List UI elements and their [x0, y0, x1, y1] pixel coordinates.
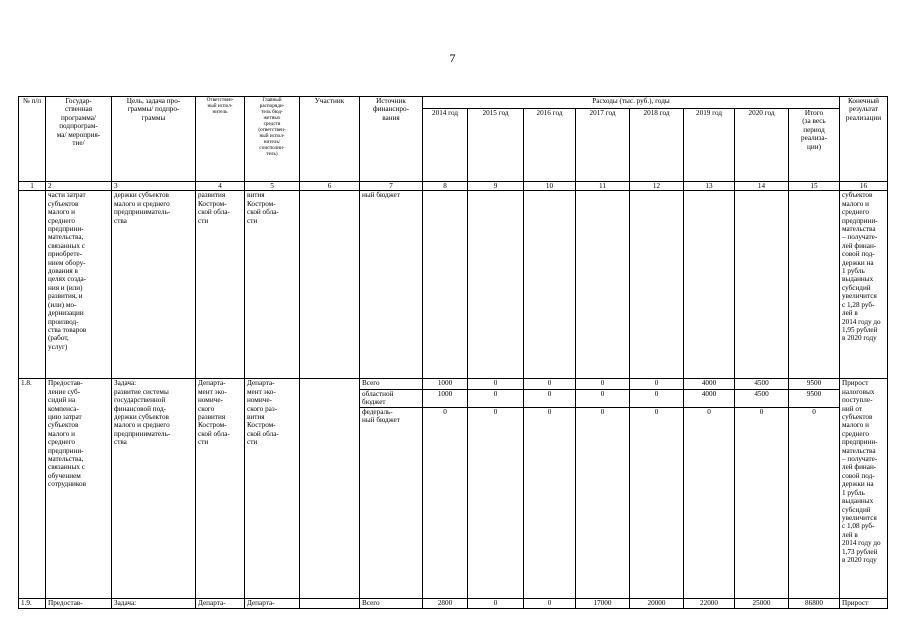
year-header: 2020 год — [735, 109, 789, 182]
value-cell — [630, 191, 684, 379]
column-number: 15 — [789, 182, 840, 191]
row-number: 1.8. — [19, 379, 46, 599]
result-cell: Прирост налоговых поступле- ний от субъектов малого и среднего предприни- мательства – получате- лей финан- совой под- держки на 1 рубль выданных субсидий увеличится с 1,08 руб- лей в 2014 году до 1,73 рублей в 2020 году — [840, 379, 888, 599]
value-cell: 0 — [468, 599, 524, 609]
value-cell — [524, 379, 576, 599]
col-goal-header: Цель, задача про- граммы/ подпро- граммы — [112, 97, 196, 182]
column-number: 1 — [19, 182, 46, 191]
value-total: 9500 — [789, 379, 839, 389]
manager-cell: Департа- — [245, 599, 300, 609]
table-row — [19, 599, 888, 609]
executor-cell: развития Костром- ской обла- сти — [196, 191, 245, 379]
year-header: 2018 год — [630, 109, 684, 182]
year-header: 2014 год — [423, 109, 468, 182]
value-federal: 0 — [759, 407, 764, 416]
value-cell: 20000 — [630, 599, 684, 609]
table-row — [19, 379, 888, 599]
column-number: 3 — [112, 182, 196, 191]
column-number: 12 — [630, 182, 684, 191]
column-number: 9 — [468, 182, 524, 191]
participant-cell — [300, 599, 360, 609]
value-federal: 0 — [547, 407, 552, 416]
value-total: 4500 — [735, 379, 788, 389]
col-result-header: Конечный результат реализации — [840, 97, 888, 182]
manager-cell: вития Костром- ской обла- сти — [245, 191, 300, 379]
year-header: 2019 год — [684, 109, 735, 182]
value-cell: 2800 — [423, 599, 468, 609]
value-cell — [423, 191, 468, 379]
col-participant-header: Участник — [300, 97, 360, 182]
value-federal: 0 — [707, 407, 711, 416]
value-federal: 0 — [493, 407, 498, 416]
source-cell — [360, 379, 423, 599]
participant-cell — [300, 191, 360, 379]
table-row — [19, 191, 888, 379]
col-source-header: Источник финансиро- вания — [360, 97, 423, 182]
value-cell — [423, 379, 468, 599]
col-no-header: № п/п — [19, 97, 46, 182]
value-total: 0 — [468, 379, 523, 389]
value-cell — [524, 191, 576, 379]
executor-cell: Департа- — [196, 599, 245, 609]
value-cell: 86800 — [789, 599, 840, 609]
value-regional: 4500 — [735, 390, 788, 408]
column-number: 2 — [46, 182, 112, 191]
value-regional: 4000 — [684, 390, 734, 408]
page-number: 7 — [449, 51, 456, 65]
source-federal: федераль- ный бюджет — [362, 407, 400, 425]
value-federal: 0 — [654, 407, 659, 416]
result-cell: Прирост — [840, 599, 888, 609]
goal-cell: держки субъектов малого и среднего предприниматель- ства — [112, 191, 196, 379]
value-cell — [684, 379, 735, 599]
value-total: 1000 — [423, 379, 467, 389]
value-total: 0 — [630, 379, 683, 389]
program-cell: Предостав- ление суб- сидий на компенса- цию затрат субъектов малого и среднего предприни- мательства, связанных с обучением сотрудников — [46, 379, 112, 599]
value-regional: 0 — [468, 390, 523, 408]
value-cell: 17000 — [576, 599, 630, 609]
program-cell: части затрат субъектов малого и среднего предприни- мательства, связанных с приобрете- нием обору- дования в целях созда- ния и (или) развития, и (или) мо- дернизации производ- ства товаров (работ, услуг) — [46, 191, 112, 379]
year-header: 2015 год — [468, 109, 524, 182]
value-cell — [630, 379, 684, 599]
budget-table — [18, 96, 888, 609]
manager-cell: Департа- мент эко- номиче- ского раз- вития Костром- ской обла- сти — [245, 379, 300, 599]
value-cell — [789, 379, 840, 599]
column-number: 7 — [360, 182, 423, 191]
value-cell: 25000 — [735, 599, 789, 609]
source-regional: областной бюджет — [360, 390, 422, 408]
column-number: 4 — [196, 182, 245, 191]
value-cell — [684, 191, 735, 379]
value-cell — [468, 191, 524, 379]
value-total: 0 — [576, 379, 629, 389]
value-cell — [735, 379, 789, 599]
goal-cell: Задача: развитие системы государственной финансовой под- держки субъектов малого и среднего предприниматель- ства — [112, 379, 196, 599]
value-cell — [789, 191, 840, 379]
year-header: 2017 год — [576, 109, 630, 182]
participant-cell — [300, 379, 360, 599]
value-cell — [735, 191, 789, 379]
value-total: 4000 — [684, 379, 734, 389]
value-cell: 22000 — [684, 599, 735, 609]
row-number — [19, 191, 46, 379]
value-regional: 9500 — [789, 390, 839, 408]
program-cell: Предостав- — [46, 599, 112, 609]
value-regional: 1000 — [423, 390, 467, 408]
col-total-header: Итого (за весь период реализа- ции) — [789, 109, 840, 182]
goal-cell: Задача: — [112, 599, 196, 609]
value-cell — [468, 379, 524, 599]
column-number: 14 — [735, 182, 789, 191]
value-regional: 0 — [524, 390, 575, 408]
value-federal: 0 — [443, 407, 447, 416]
source-total: Всего — [360, 379, 422, 389]
col-expenses-header: Расходы (тыс. руб.), годы — [423, 97, 840, 109]
column-number: 6 — [300, 182, 360, 191]
value-federal: 0 — [600, 407, 605, 416]
source-cell: Всего — [360, 599, 423, 609]
column-number: 11 — [576, 182, 630, 191]
column-number: 5 — [245, 182, 300, 191]
year-header: 2016 год — [524, 109, 576, 182]
row-number: 1.9. — [19, 599, 46, 609]
column-number: 10 — [524, 182, 576, 191]
col-executor-header: Ответствен- ный испол- нитель — [196, 97, 245, 182]
column-number: 16 — [840, 182, 888, 191]
value-cell: 0 — [524, 599, 576, 609]
value-federal: 0 — [812, 407, 816, 416]
executor-cell: Департа- мент эко- номиче- ского развития Костром- ской обла- сти — [196, 379, 245, 599]
source-cell: ный бюджет — [360, 191, 423, 379]
value-regional: 0 — [576, 390, 629, 408]
column-number: 8 — [423, 182, 468, 191]
result-cell: субъектов малого и среднего предприни- мательства – получате- лей финан- совой под- держки на 1 рубль выданных субсидий увеличится с 1,28 руб- лей в 2014 году до 1,95 рублей в 2020 году — [840, 191, 888, 379]
col-manager-header: Главный распоряди- тель бюд- жетных средств (ответствен- ный испол- нитель/ соисполни- тель) — [245, 97, 300, 182]
value-cell — [576, 191, 630, 379]
value-total: 0 — [524, 379, 575, 389]
column-number: 13 — [684, 182, 735, 191]
column-number-row — [19, 182, 888, 191]
header-row — [19, 97, 888, 109]
value-cell — [576, 379, 630, 599]
col-program-header: Государ- ственная программа/ подпрограм- ма/ мероприя- тие/ — [46, 97, 112, 182]
value-regional: 0 — [630, 390, 683, 408]
